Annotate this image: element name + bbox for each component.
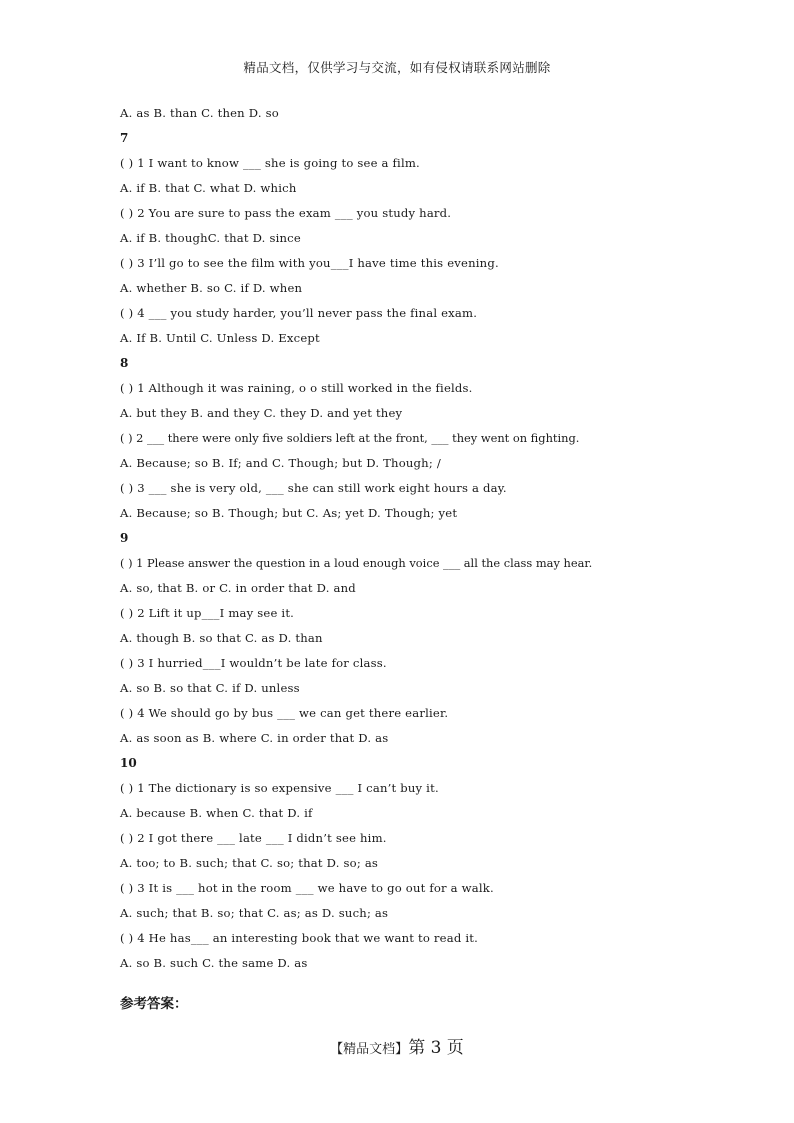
footer-tag: 【精品文档】 <box>330 1042 409 1057</box>
question-group-number: 8 <box>120 356 129 370</box>
options-line: A. too; to B. such; that C. so; that D. so; as <box>120 856 379 870</box>
question-line: ( ) 1 The dictionary is so expensive ___ I can’t buy it. <box>120 781 439 795</box>
options-line: A. because B. when C. that D. if <box>120 806 313 820</box>
question-line: ( ) 3 I hurried___I wouldn’t be late for class. <box>120 656 387 670</box>
options-line: A. whether B. so C. if D. when <box>120 281 303 295</box>
question-line: ( ) 4 We should go by bus ___ we can get there earlier. <box>120 706 449 720</box>
page-number: 第 3 页 <box>408 1038 464 1058</box>
question-line: ( ) 1 Please answer the question in a loud enough voice ___ all the class may hear. <box>120 556 593 570</box>
question-group-number: 9 <box>120 531 129 545</box>
question-line: ( ) 3 ___ she is very old, ___ she can still work eight hours a day. <box>120 481 507 495</box>
options-line: A. if B. that C. what D. which <box>120 181 297 195</box>
options-line: A. such; that B. so; that C. as; as D. such; as <box>120 906 389 920</box>
options-line: A. If B. Until C. Unless D. Except <box>120 331 320 345</box>
options-line: A. Because; so B. If; and C. Though; but D. Though; / <box>120 456 441 470</box>
question-line: ( ) 3 It is ___ hot in the room ___ we have to go out for a walk. <box>120 881 494 895</box>
document-body <box>120 104 690 979</box>
question-line: ( ) 2 ___ there were only five soldiers left at the front, ___ they went on fighting. <box>120 431 580 445</box>
options-line: A. as B. than C. then D. so <box>120 106 279 120</box>
options-line: A. as soon as B. where C. in order that D. as <box>120 731 389 745</box>
question-group-number: 7 <box>120 131 129 145</box>
options-line: A. but they B. and they C. they D. and yet they <box>120 406 403 420</box>
page-header: 精品文档，仅供学习与交流，如有侵权请联系网站删除 <box>243 60 551 75</box>
options-line: A. though B. so that C. as D. than <box>120 631 323 645</box>
options-line: A. so B. so that C. if D. unless <box>120 681 300 695</box>
options-line: A. so, that B. or C. in order that D. and <box>120 581 356 595</box>
question-group-number: 10 <box>120 756 137 770</box>
question-line: ( ) 3 I’ll go to see the film with you___I have time this evening. <box>120 256 499 270</box>
page-footer <box>0 1033 794 1058</box>
options-line: A. Because; so B. Though; but C. As; yet D. Though; yet <box>120 506 458 520</box>
question-line: ( ) 4 He has___ an interesting book that we want to read it. <box>120 931 478 945</box>
question-line: ( ) 2 You are sure to pass the exam ___ you study hard. <box>120 206 452 220</box>
question-line: ( ) 4 ___ you study harder, you’ll never pass the final exam. <box>120 306 478 320</box>
options-line: A. if B. thoughC. that D. since <box>120 231 301 245</box>
answers-heading: 参考答案： <box>120 996 188 1012</box>
question-line: ( ) 1 I want to know ___ she is going to see a film. <box>120 156 420 170</box>
question-line: ( ) 2 I got there ___ late ___ I didn’t see him. <box>120 831 387 845</box>
options-line: A. so B. such C. the same D. as <box>120 956 308 970</box>
question-line: ( ) 2 Lift it up___I may see it. <box>120 606 295 620</box>
question-line: ( ) 1 Although it was raining, o o still worked in the fields. <box>120 381 473 395</box>
